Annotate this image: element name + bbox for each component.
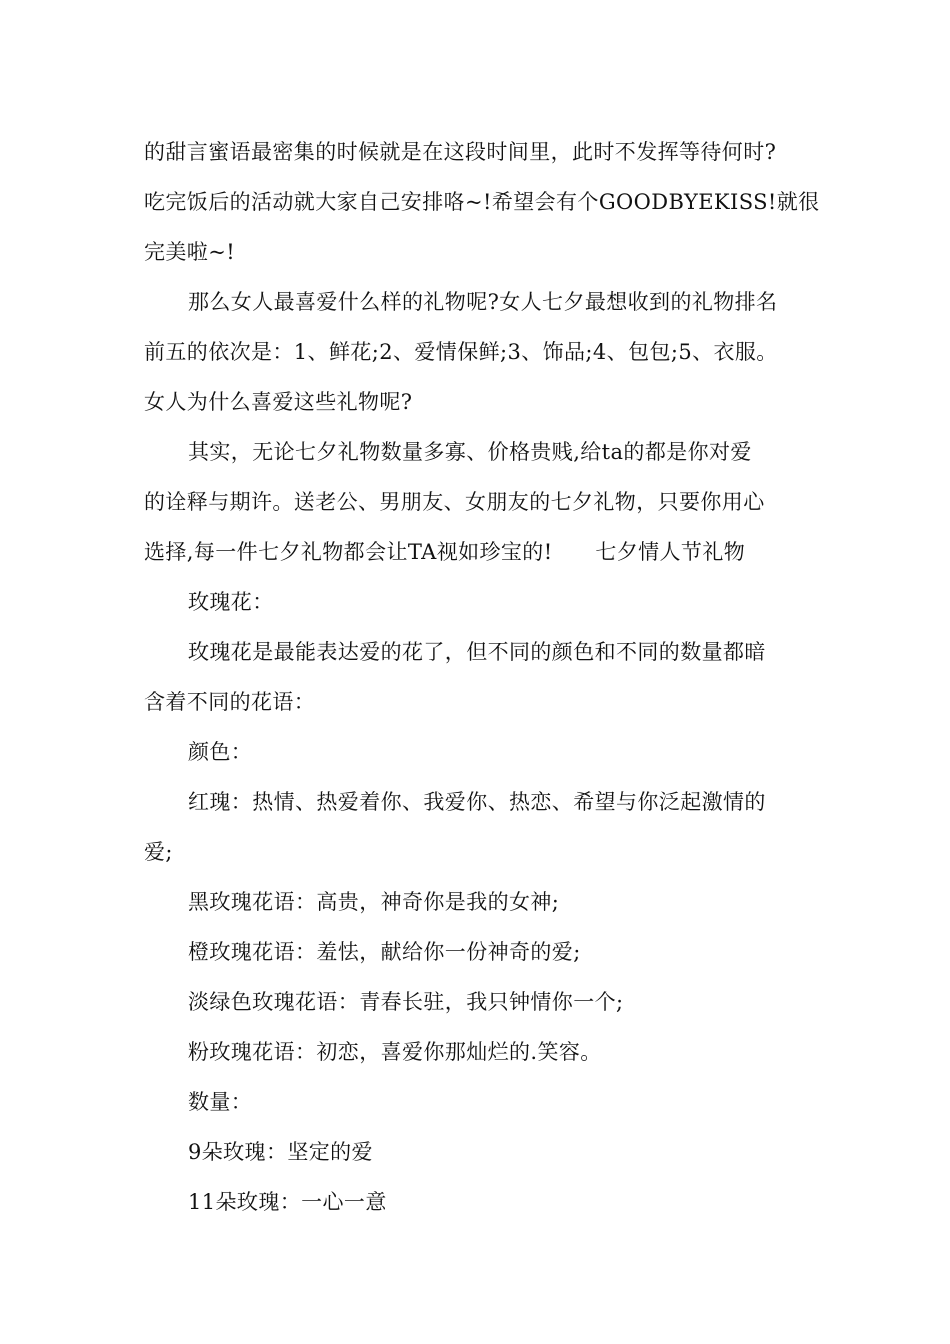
text-line: 前五的依次是：1、鲜花;2、爱情保鲜;3、饰品;4、包包;5、衣服。 bbox=[144, 340, 778, 364]
section-heading bbox=[144, 727, 814, 777]
text-line: 粉玫瑰花语：初恋，喜爱你那灿烂的.笑容。 bbox=[188, 1040, 602, 1064]
text-line: 黑玫瑰花语：高贵，神奇你是我的女神; bbox=[188, 890, 560, 914]
text-line: 玫瑰花是最能表达爱的花了，但不同的颜色和不同的数量都暗 bbox=[188, 640, 766, 664]
list-item bbox=[144, 927, 814, 977]
text-line: 那么女人最喜爱什么样的礼物呢?女人七夕最想收到的礼物排名 bbox=[188, 290, 778, 314]
text-line: 的诠释与期许。送老公、男朋友、女朋友的七夕礼物，只要你用心 bbox=[144, 490, 765, 514]
text-line: 11朵玫瑰：一心一意 bbox=[188, 1190, 387, 1214]
text-line: 红瑰：热情、热爱着你、我爱你、热恋、希望与你泛起激情的 bbox=[188, 790, 766, 814]
text-line: 含着不同的花语： bbox=[144, 690, 316, 714]
paragraph bbox=[144, 777, 814, 877]
text-line: 完美啦~! bbox=[144, 240, 236, 264]
paragraph bbox=[144, 127, 820, 277]
section-heading bbox=[144, 577, 814, 627]
document-body bbox=[144, 127, 820, 1227]
paragraph bbox=[144, 427, 814, 577]
text-line: 其实，无论七夕礼物数量多寡、价格贵贱,给ta的都是你对爱 bbox=[188, 440, 752, 464]
list-item bbox=[144, 977, 814, 1027]
list-item bbox=[144, 1127, 814, 1177]
text-line: 9朵玫瑰：坚定的爱 bbox=[188, 1140, 373, 1164]
text-line: 颜色： bbox=[188, 740, 253, 764]
list-item bbox=[144, 877, 814, 927]
text-line: 玫瑰花： bbox=[188, 590, 274, 614]
list-item bbox=[144, 1177, 814, 1227]
text-line: 淡绿色玫瑰花语：青春长驻，我只钟情你一个; bbox=[188, 990, 624, 1014]
text-line: 的甜言蜜语最密集的时候就是在这段时间里，此时不发挥等待何时? bbox=[144, 140, 777, 164]
text-line: 吃完饭后的活动就大家自己安排咯~!希望会有个GOODBYEKISS!就很 bbox=[144, 190, 820, 214]
list-item bbox=[144, 1027, 814, 1077]
paragraph bbox=[144, 627, 814, 727]
text-line: 爱; bbox=[144, 840, 173, 864]
paragraph bbox=[144, 277, 814, 427]
text-line: 女人为什么喜爱这些礼物呢? bbox=[144, 390, 413, 414]
section-heading bbox=[144, 1077, 814, 1127]
text-line: 数量： bbox=[188, 1090, 253, 1114]
text-line: 橙玫瑰花语：羞怯，献给你一份神奇的爱; bbox=[188, 940, 581, 964]
text-line: 选择,每一件七夕礼物都会让TA视如珍宝的! 七夕情人节礼物 bbox=[144, 540, 746, 564]
